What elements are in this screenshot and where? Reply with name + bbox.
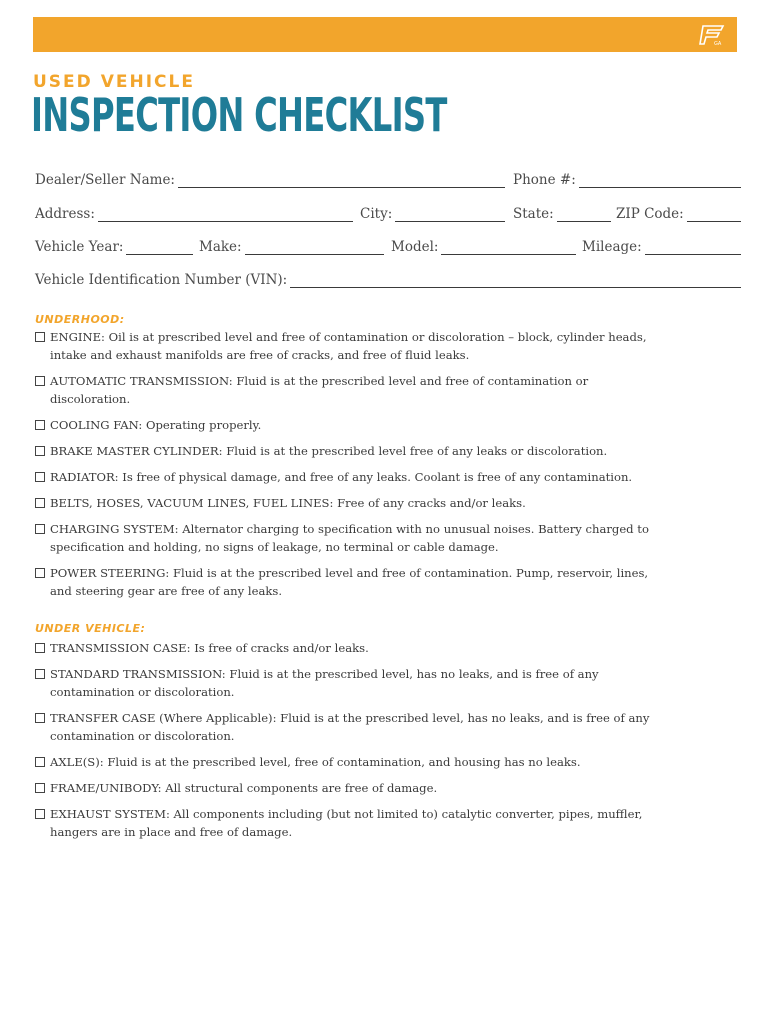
row-address — [35, 206, 741, 226]
checklist-item-exhaust[interactable] — [35, 805, 655, 841]
checklist-item-auto-transmission[interactable] — [35, 372, 655, 408]
address-field[interactable] — [35, 206, 353, 222]
checklist-item-charging[interactable] — [35, 520, 655, 556]
row-vehicle — [35, 239, 741, 259]
year-label: Vehicle Year: — [35, 239, 124, 255]
row-vin — [35, 272, 741, 292]
item-text: RADIATOR: Is free of physical damage, and free of any leaks. Coolant is free of any contamination. — [50, 470, 633, 484]
checklist-item-radiator[interactable] — [35, 468, 655, 486]
checkbox[interactable] — [35, 332, 45, 342]
checklist-item-power-steering[interactable] — [35, 564, 655, 600]
mileage-field[interactable] — [582, 239, 741, 255]
checklist-item-frame[interactable] — [35, 779, 655, 797]
zip-input-line[interactable] — [687, 207, 741, 222]
item-text: COOLING FAN: Operating properly. — [50, 418, 262, 432]
mileage-input-line[interactable] — [645, 240, 741, 255]
year-input-line[interactable] — [126, 240, 193, 255]
checkbox[interactable] — [35, 713, 45, 723]
address-input-line[interactable] — [98, 207, 353, 222]
city-field[interactable] — [360, 206, 505, 222]
vin-field[interactable] — [35, 272, 741, 288]
zip-label: ZIP Code: — [616, 206, 684, 222]
checkbox[interactable] — [35, 669, 45, 679]
make-label: Make: — [199, 239, 242, 255]
mileage-label: Mileage: — [582, 239, 642, 255]
item-text: TRANSMISSION CASE: Is free of cracks and/or leaks. — [50, 641, 369, 655]
item-text: EXHAUST SYSTEM: All components including (but not limited to) catalytic converter, pipes, muffler, hangers are in place and free of damage. — [50, 807, 643, 839]
logo-text: GA — [714, 41, 722, 46]
state-field[interactable] — [513, 206, 611, 222]
item-text: AUTOMATIC TRANSMISSION: Fluid is at the prescribed level and free of contamination or discoloration. — [50, 374, 589, 406]
city-input-line[interactable] — [395, 207, 505, 222]
checkbox[interactable] — [35, 472, 45, 482]
phone-label: Phone #: — [513, 172, 576, 188]
checkbox[interactable] — [35, 446, 45, 456]
dealer-input-line[interactable] — [178, 173, 505, 188]
checklist-item-axles[interactable] — [35, 753, 655, 771]
item-text: ENGINE: Oil is at prescribed level and free of contamination or discoloration – block, cylinder heads, intake and exhaust manifolds are free of cracks, and free of fluid leaks. — [50, 330, 647, 362]
item-text: BRAKE MASTER CYLINDER: Fluid is at the prescribed level free of any leaks or discoloration. — [50, 444, 608, 458]
item-text: AXLE(S): Fluid is at the prescribed level, free of contamination, and housing has no leaks. — [50, 755, 581, 769]
brand-logo-icon — [699, 24, 727, 46]
page-subtitle: USED VEHICLE — [33, 72, 195, 92]
state-input-line[interactable] — [557, 207, 611, 222]
checkbox[interactable] — [35, 783, 45, 793]
dealer-field[interactable] — [35, 172, 505, 188]
checklist-item-cooling-fan[interactable] — [35, 416, 655, 434]
item-text: TRANSFER CASE (Where Applicable): Fluid is at the prescribed level, has no leaks, and is free of any contamination or discoloration. — [50, 711, 650, 743]
checklist-item-standard-transmission[interactable] — [35, 665, 655, 701]
under-vehicle-heading: UNDER VEHICLE: — [35, 622, 146, 635]
address-label: Address: — [35, 206, 95, 222]
checklist-item-transfer-case[interactable] — [35, 709, 655, 745]
item-text: CHARGING SYSTEM: Alternator charging to specification with no unusual noises. Battery charged to specification and holding, no signs of leakage, no terminal or cable damage. — [50, 522, 649, 554]
checkbox[interactable] — [35, 568, 45, 578]
checkbox[interactable] — [35, 643, 45, 653]
item-text: BELTS, HOSES, VACUUM LINES, FUEL LINES: Free of any cracks and/or leaks. — [50, 496, 526, 510]
vin-label: Vehicle Identification Number (VIN): — [35, 272, 288, 288]
item-text: FRAME/UNIBODY: All structural components are free of damage. — [50, 781, 438, 795]
row-dealer-phone — [35, 172, 741, 192]
header-bar — [33, 17, 737, 52]
item-text: POWER STEERING: Fluid is at the prescribed level and free of contamination. Pump, reservoir, lines, and steering gear are free of any leaks. — [50, 566, 649, 598]
checklist-item-transmission-case[interactable] — [35, 639, 655, 657]
model-input-line[interactable] — [441, 240, 576, 255]
year-field[interactable] — [35, 239, 193, 255]
checklist-item-brake-master[interactable] — [35, 442, 655, 460]
vin-input-line[interactable] — [290, 273, 741, 288]
underhood-heading: UNDERHOOD: — [35, 313, 125, 326]
state-label: State: — [513, 206, 554, 222]
dealer-label: Dealer/Seller Name: — [35, 172, 175, 188]
model-field[interactable] — [391, 239, 576, 255]
checkbox[interactable] — [35, 420, 45, 430]
checkbox[interactable] — [35, 376, 45, 386]
make-input-line[interactable] — [245, 240, 384, 255]
model-label: Model: — [391, 239, 439, 255]
checklist-item-belts-hoses[interactable] — [35, 494, 655, 512]
page-title: INSPECTION CHECKLIST — [31, 88, 447, 142]
checkbox[interactable] — [35, 524, 45, 534]
make-field[interactable] — [199, 239, 384, 255]
checkbox[interactable] — [35, 757, 45, 767]
city-label: City: — [360, 206, 393, 222]
phone-input-line[interactable] — [579, 173, 741, 188]
item-text: STANDARD TRANSMISSION: Fluid is at the prescribed level, has no leaks, and is free of any contamination or discoloration. — [50, 667, 599, 699]
phone-field[interactable] — [513, 172, 741, 188]
zip-field[interactable] — [616, 206, 741, 222]
checklist-item-engine[interactable] — [35, 328, 655, 364]
checkbox[interactable] — [35, 498, 45, 508]
checkbox[interactable] — [35, 809, 45, 819]
